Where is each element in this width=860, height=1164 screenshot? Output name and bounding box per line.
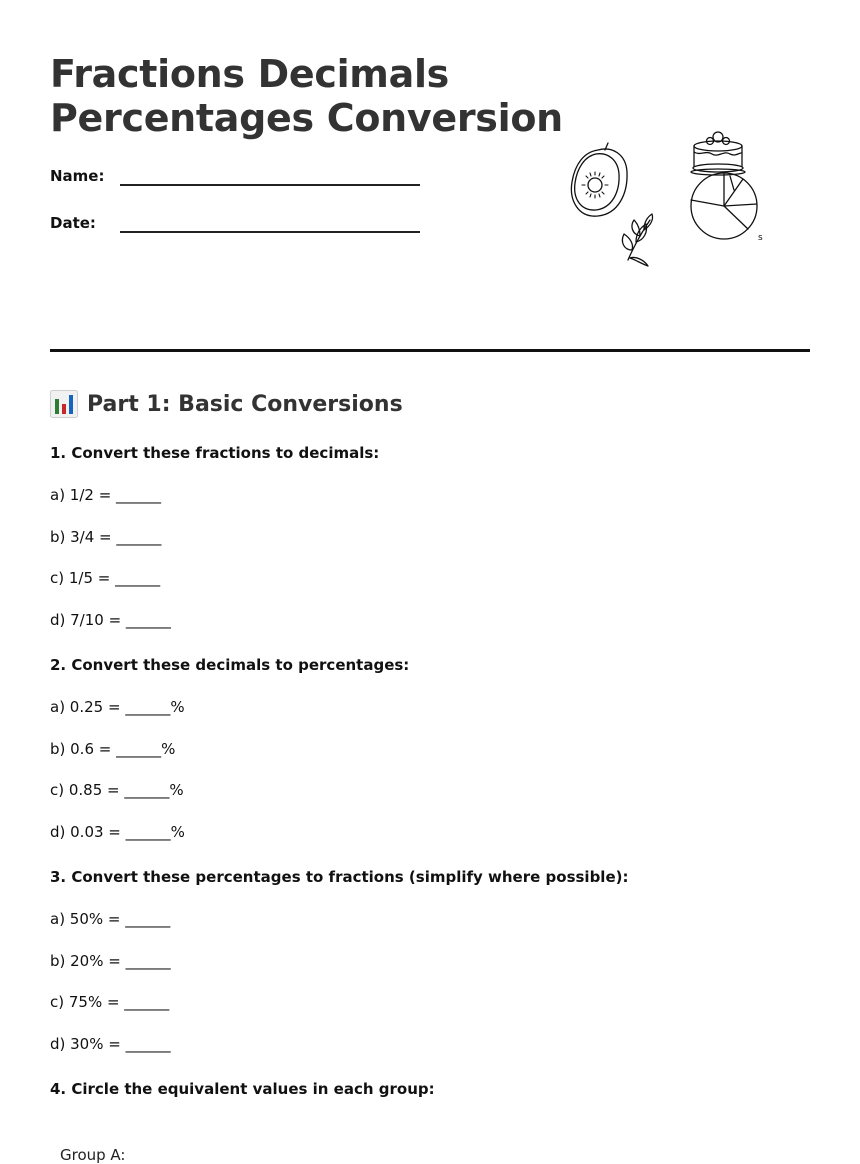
worksheet-title <box>50 52 563 140</box>
section-divider <box>50 349 810 352</box>
question-1b: b) 3/4 = ______ <box>50 528 162 546</box>
name-label: Name: <box>50 167 105 185</box>
name-field <box>50 164 430 188</box>
math-illustration <box>560 128 780 278</box>
question-2-title: 2. Convert these decimals to percentages: <box>50 656 410 674</box>
question-3b: b) 20% = ______ <box>50 952 171 970</box>
question-3d: d) 30% = ______ <box>50 1035 171 1053</box>
question-2c: c) 0.85 = ______% <box>50 781 184 799</box>
leaf-sprig-icon <box>622 214 652 266</box>
kiwi-icon <box>571 143 627 216</box>
question-1c: c) 1/5 = ______ <box>50 569 161 587</box>
question-1d: d) 7/10 = ______ <box>50 611 171 629</box>
title-line-2: Percentages Conversion <box>50 96 563 140</box>
illustration-mark: s <box>758 233 763 243</box>
question-1-title: 1. Convert these fractions to decimals: <box>50 444 380 462</box>
group-a-label: Group A: <box>60 1146 126 1164</box>
question-3c: c) 75% = ______ <box>50 993 170 1011</box>
date-line[interactable] <box>120 231 420 233</box>
part1-heading-text: Part 1: Basic Conversions <box>87 391 403 417</box>
question-2d: d) 0.03 = ______% <box>50 823 185 841</box>
pie-chart-icon <box>691 173 757 239</box>
date-field <box>50 211 430 235</box>
date-label: Date: <box>50 214 96 232</box>
name-line[interactable] <box>120 184 420 186</box>
question-3a: a) 50% = ______ <box>50 910 171 928</box>
question-3-title: 3. Convert these percentages to fractions (simplify where possible): <box>50 868 629 886</box>
question-2b: b) 0.6 = ______% <box>50 740 176 758</box>
title-line-1: Fractions Decimals <box>50 52 449 96</box>
part1-heading <box>50 386 403 422</box>
question-4-title: 4. Circle the equivalent values in each group: <box>50 1080 435 1098</box>
cake-icon <box>691 132 745 175</box>
question-2a: a) 0.25 = ______% <box>50 698 185 716</box>
question-1a: a) 1/2 = ______ <box>50 486 162 504</box>
bar-chart-icon <box>50 390 78 418</box>
